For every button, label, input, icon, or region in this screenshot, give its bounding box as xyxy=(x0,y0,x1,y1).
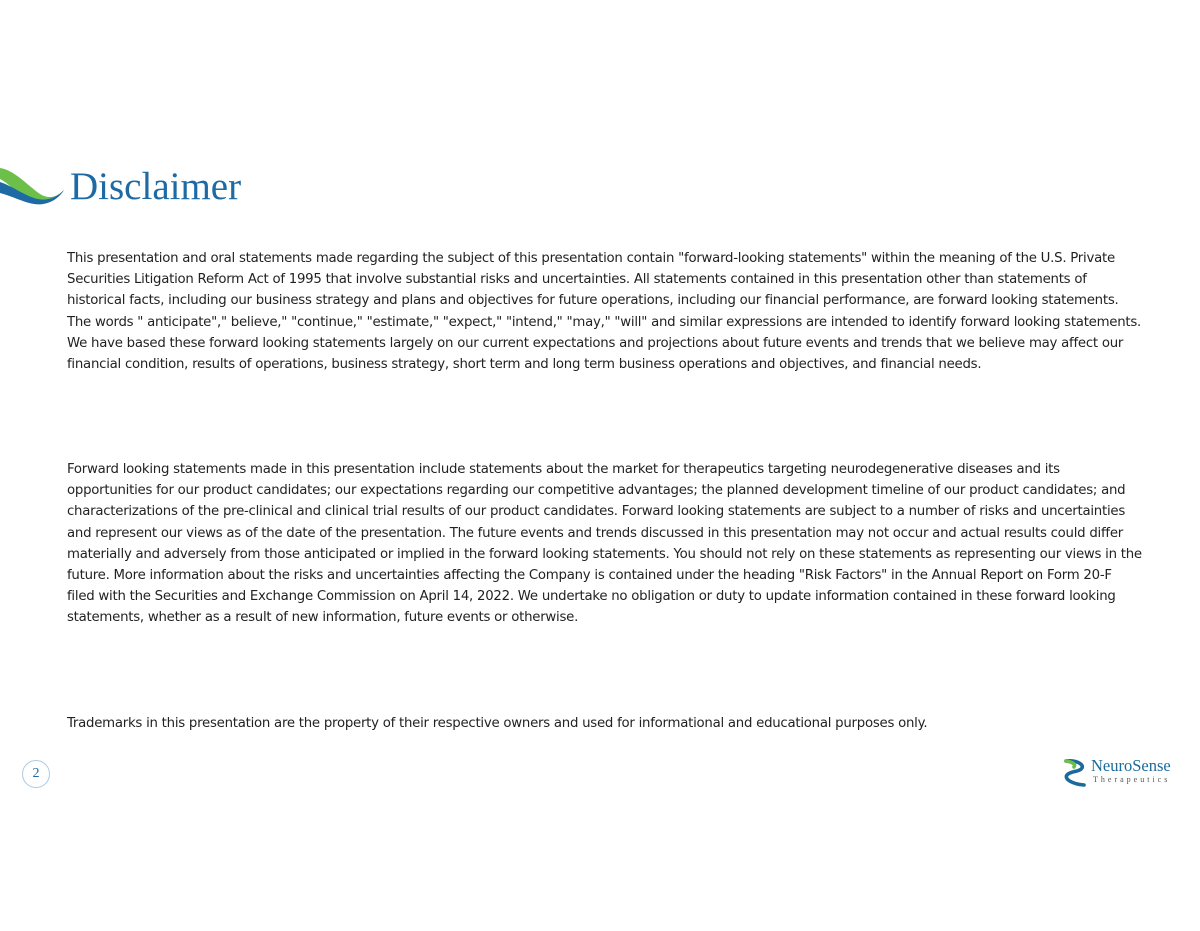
neurosense-logo-icon xyxy=(1062,758,1088,788)
disclaimer-paragraph-risks: Forward looking statements made in this presentation include statements about the market for therapeutics targeting neurodegenerative diseases and its opportunities for our product candidates; our expectations regarding our competitive advantages; the planned development timeline of our product candidates; and characterizations of the pre-clinical and clinical trial results of our product candidates. Forward looking statements are subject to a number of risks and uncertainties and represent our views as of the date of the presentation. The future events and trends discussed in this presentation may not occur and actual results could differ materially and adversely from those anticipated or implied in the forward looking statements. You should not rely on these statements as representing our views in the future. More information about the risks and uncertainties affecting the Company is contained under the heading "Risk Factors" in the Annual Report on Form 20-F filed with the Securities and Exchange Commission on April 14, 2022. We undertake no obligation or duty to update information contained in these forward looking statements, whether as a result of new information, future events or otherwise. xyxy=(67,462,1142,626)
disclaimer-paragraph-forward-looking: This presentation and oral statements made regarding the subject of this presentation contain "forward-looking statements" within the meaning of the U.S. Private Securities Litigation Reform Act of 1995 that involve substantial risks and uncertainties. All statements contained in this presentation other than statements of historical facts, including our business strategy and plans and objectives for future operations, including our financial performance, are forward looking statements. The words " anticipate"," believe," "continue," "estimate," "expect," "intend," "may," "will" and similar expressions are intended to identify forward looking statements. We have based these forward looking statements largely on our current expectations and projections about future events and trends that we believe may affect our financial condition, results of operations, business strategy, short term and long term business operations and objectives, and financial needs. xyxy=(67,251,1142,373)
company-logo xyxy=(1062,756,1180,790)
page-title: Disclaimer xyxy=(70,165,242,208)
swoosh-icon xyxy=(0,160,66,206)
disclaimer-paragraph-trademarks: Trademarks in this presentation are the property of their respective owners and used for informational and educational purposes only. xyxy=(67,716,928,731)
logo-name: NeuroSense xyxy=(1091,756,1171,775)
page-number: 2 xyxy=(22,760,50,788)
logo-subtitle: Therapeutics xyxy=(1093,775,1171,784)
